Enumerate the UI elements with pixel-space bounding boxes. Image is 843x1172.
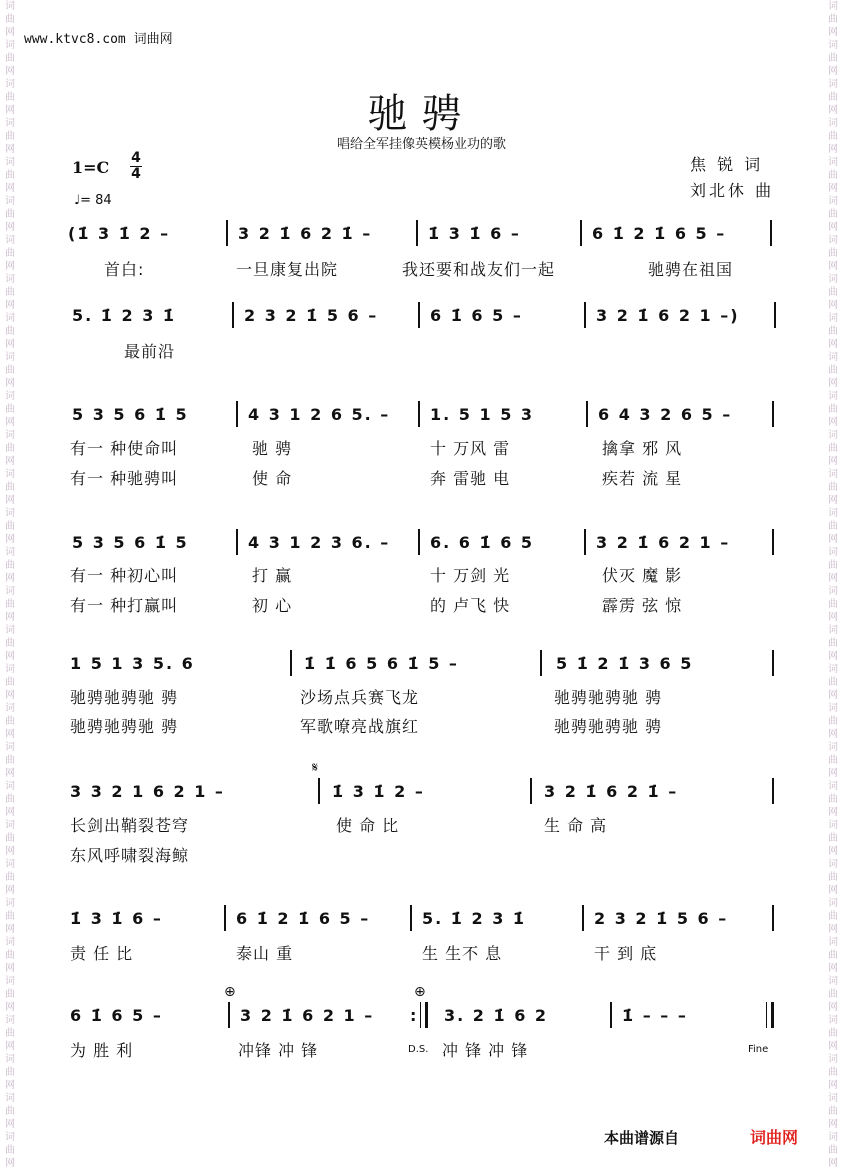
barline — [774, 302, 776, 328]
barline — [418, 401, 420, 427]
row4-lyric2-2: 初 心 — [252, 596, 293, 615]
row4-lyric1: 有一 种初心叫 — [70, 566, 179, 585]
row4-lyric2-3: 的 卢飞 快 — [430, 596, 511, 615]
row5-measure1: 1 5 1 3 5. 6 — [70, 654, 195, 673]
row8-measure2: 3 2 1̇ 6 2 1 – — [240, 1006, 375, 1025]
barline — [416, 220, 418, 246]
row3-measure3: 1. 5 1 5 3 — [430, 405, 535, 424]
row1-measure4: 6 1̇ 2 1̇ 6 5 – — [592, 224, 727, 243]
row5-lyric3: 驰骋驰骋驰 骋 — [554, 688, 663, 707]
fine-mark: Fine — [748, 1044, 769, 1055]
row2-measure4: 3 2 1̇ 6 2 1 –) — [596, 306, 740, 325]
barline — [224, 905, 226, 931]
row1-lyric4: 驰骋在祖国 — [648, 260, 734, 279]
barline — [236, 529, 238, 555]
barline — [540, 650, 542, 676]
barline — [772, 778, 774, 804]
barline — [582, 905, 584, 931]
barline — [418, 302, 420, 328]
row4-measure2: 4 3 1 2 3 6. – — [248, 533, 391, 552]
barline — [226, 220, 228, 246]
row3-lyric2-4: 疾若 流 星 — [602, 469, 683, 488]
row1-measure2: 3 2 1̇ 6 2 1̇ – — [238, 224, 373, 243]
row1-lyric3: 我还要和战友们一起 — [402, 260, 556, 279]
repeat-sign: : — [410, 1006, 417, 1025]
site-url[interactable]: www.ktvc8.com 词曲网 — [24, 32, 173, 47]
row4-measure1: 5 3 5 6 1̇ 5 — [72, 533, 189, 552]
barline — [584, 529, 586, 555]
row6-lyric2-1: 东风呼啸裂海鲸 — [70, 846, 190, 865]
row6-lyric1: 长剑出鞘裂苍穹 — [70, 816, 190, 835]
row6-measure3: 3 2 1̇ 6 2 1̇ – — [544, 782, 679, 801]
row5-lyric2-3: 驰骋驰骋驰 骋 — [554, 717, 663, 736]
row7-measure3: 5. 1̇ 2 3 1̇ — [422, 909, 527, 928]
row1-lyric1: 首白: — [104, 260, 145, 279]
barline — [418, 529, 420, 555]
song-subtitle: 唱给全军挂像英模杨业功的歌 — [336, 137, 506, 152]
time-bottom: 4 — [131, 166, 141, 182]
row3-measure2: 4 3 1 2 6 5. – — [248, 405, 391, 424]
row3-lyric3: 十 万风 雷 — [430, 439, 511, 458]
row8-lyric3: 冲 锋 冲 锋 — [442, 1041, 529, 1060]
row4-lyric2-4: 霹雳 弦 惊 — [602, 596, 683, 615]
row7-lyric1: 责 任 比 — [70, 944, 134, 963]
barline — [290, 650, 292, 676]
row5-lyric1: 驰骋驰骋驰 骋 — [70, 688, 179, 707]
footer-source: 本曲谱源自 — [604, 1129, 680, 1147]
row7-lyric4: 干 到 底 — [594, 944, 658, 963]
barline — [410, 905, 412, 931]
row7-lyric3: 生 生不 息 — [422, 944, 503, 963]
tempo-marking: ♩= 84 — [74, 193, 112, 208]
row7-measure1: 1̇ 3 1̇ 6 – — [70, 909, 163, 928]
row7-measure4: 2 3 2 1̇ 5 6 – — [594, 909, 729, 928]
right-watermark: 词 曲 网 词 曲 网 词 曲 网 词 曲 网 词 曲 网 词 曲 网 词 曲 网 词 曲 网 词 曲 网 词 曲 网 词 曲 网 词 曲 网 词 曲 网 词 曲 网 词 曲 网 词 曲 网 词 曲 网 词 曲 网 词 曲 网 词 曲 网 词 曲 网 词 曲 网 词 曲 网 词 曲 网 词 曲 网 词 曲 网 词 曲 网 词 曲 网 词 曲 网 词 曲 网 — [828, 1, 838, 1169]
row7-lyric2: 泰山 重 — [236, 944, 294, 963]
key-signature: 1=C — [72, 158, 110, 177]
barline — [236, 401, 238, 427]
coda-mark: ⊕ — [224, 984, 236, 1000]
row7-measure2: 6 1̇ 2 1̇ 6 5 – — [236, 909, 371, 928]
row1-measure1: (1̇ 3 1̇ 2 – — [68, 224, 171, 243]
time-signature — [130, 151, 142, 182]
segno-mark: 𝄋 — [312, 760, 319, 776]
row3-lyric2-1: 有一 种驰骋叫 — [70, 469, 179, 488]
barline — [318, 778, 320, 804]
row5-lyric2-1: 驰骋驰骋驰 骋 — [70, 717, 179, 736]
barline — [228, 1002, 230, 1028]
barline — [610, 1002, 612, 1028]
row1-lyric2: 一旦康复出院 — [236, 260, 339, 279]
row4-lyric4: 伏灭 魔 影 — [602, 566, 683, 585]
row3-lyric4: 擒拿 邪 风 — [602, 439, 683, 458]
barline — [580, 220, 582, 246]
row3-measure1: 5 3 5 6 1̇ 5 — [72, 405, 189, 424]
row8-measure3: 3. 2 1̇ 6 2 — [444, 1006, 549, 1025]
row8-measure1: 6 1̇ 6 5 – — [70, 1006, 163, 1025]
barline — [772, 905, 774, 931]
row6-measure1: 3 3 2 1 6 2 1 – — [70, 782, 225, 801]
row3-measure4: 6 4 3 2 6 5 – — [598, 405, 733, 424]
row4-measure3: 6. 6 1̇ 6 5 — [430, 533, 535, 552]
row8-lyric1: 为 胜 利 — [70, 1041, 134, 1060]
footer-brand-link[interactable]: 词曲网 — [750, 1128, 799, 1147]
song-title: 驰骋 — [367, 91, 476, 137]
ds-mark: D.S. — [408, 1044, 429, 1055]
left-watermark: 词 曲 网 词 曲 网 词 曲 网 词 曲 网 词 曲 网 词 曲 网 词 曲 网 词 曲 网 词 曲 网 词 曲 网 词 曲 网 词 曲 网 词 曲 网 词 曲 网 词 曲 网 词 曲 网 词 曲 网 词 曲 网 词 曲 网 词 曲 网 词 曲 网 词 曲 网 词 曲 网 词 曲 网 词 曲 网 词 曲 网 词 曲 网 词 曲 网 词 曲 网 词 曲 网 — [5, 1, 15, 1169]
barline — [772, 650, 774, 676]
row8-lyric2: 冲锋 冲 锋 — [238, 1041, 319, 1060]
row3-lyric2: 驰 骋 — [252, 439, 293, 458]
coda-mark-2: ⊕ — [414, 984, 426, 1000]
row6-measure2: 1̇ 3 1̇ 2 – — [332, 782, 425, 801]
row2-lyric1: 最前沿 — [124, 342, 176, 361]
row4-measure4: 3 2 1̇ 6 2 1 – — [596, 533, 731, 552]
row4-lyric3: 十 万剑 光 — [430, 566, 511, 585]
composer: 刘北休 曲 — [690, 181, 775, 200]
row4-lyric2: 打 赢 — [252, 566, 293, 585]
row5-measure3: 5 1̇ 2 1̇ 3 6 5 — [556, 654, 694, 673]
row3-lyric2-3: 奔 雷驰 电 — [430, 469, 511, 488]
row6-lyric2: 使 命 比 — [336, 816, 400, 835]
row5-lyric2: 沙场点兵赛飞龙 — [300, 688, 420, 707]
row2-measure3: 6 1̇ 6 5 – — [430, 306, 523, 325]
row5-measure2: 1̇ 1̇ 6 5 6 1̇ 5 – — [304, 654, 459, 673]
barline — [772, 401, 774, 427]
row5-lyric2-2: 军歌嘹亮战旗红 — [300, 717, 420, 736]
barline — [772, 529, 774, 555]
row1-measure3: 1̇ 3 1̇ 6 – — [428, 224, 521, 243]
time-top: 4 — [131, 150, 141, 166]
lyricist: 焦 锐 词 — [690, 155, 764, 174]
row2-measure1: 5. 1̇ 2 3 1̇ — [72, 306, 177, 325]
row2-measure2: 2 3 2 1̇ 5 6 – — [244, 306, 379, 325]
final-barline — [766, 1002, 774, 1028]
row3-lyric2-2: 使 命 — [252, 469, 293, 488]
barline — [584, 302, 586, 328]
barline — [530, 778, 532, 804]
row4-lyric2-1: 有一 种打赢叫 — [70, 596, 179, 615]
repeat-barline — [420, 1002, 428, 1028]
row6-lyric3: 生 命 高 — [544, 816, 608, 835]
row8-measure4: 1̇ – – – — [622, 1006, 688, 1025]
barline — [586, 401, 588, 427]
barline — [770, 220, 772, 246]
barline — [232, 302, 234, 328]
row3-lyric1: 有一 种使命叫 — [70, 439, 179, 458]
